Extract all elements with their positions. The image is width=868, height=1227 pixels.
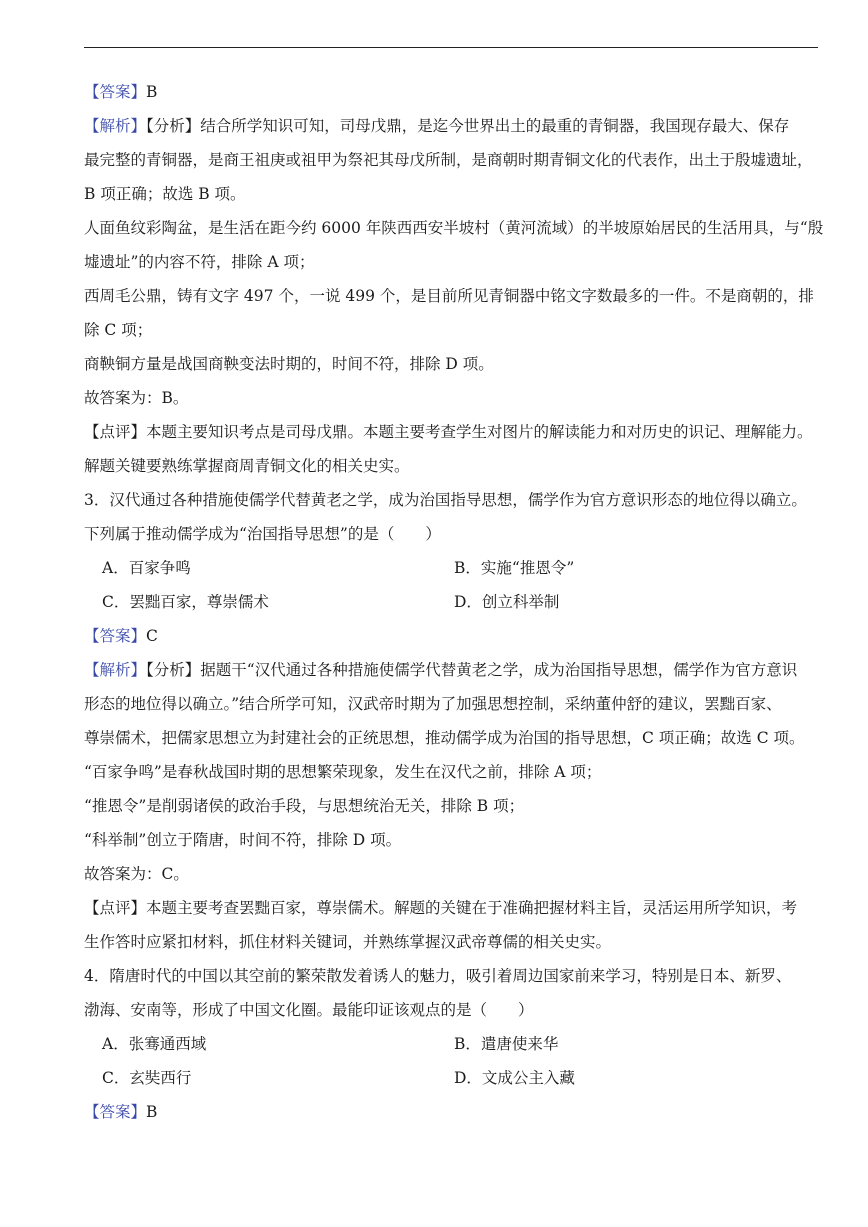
- answer-tag: 【答案】: [84, 83, 147, 101]
- analysis-tag: 【解析】: [84, 117, 147, 135]
- review-tag: 【点评】: [84, 423, 147, 441]
- q4-answer-value: B: [146, 1103, 158, 1121]
- q4-answer-line: [84, 1102, 818, 1122]
- q3-review-text: 本题主要考查罢黜百家，尊崇儒术。解题的关键在于准确把握材料主旨，灵活运用所学知识，考: [146, 899, 798, 917]
- analysis-tag: 【解析】: [84, 661, 147, 679]
- q3-answer-line: [84, 626, 818, 646]
- q3-analysis-line: 形态的地位得以确立。”结合所学可知，汉武帝时期为了加强思想控制，采纳董仲舒的建议，罢黜百家、: [84, 695, 782, 713]
- document-body: [84, 82, 824, 1122]
- q3-analysis-line: “推恩令”是削弱诸侯的政治手段，与思想统治无关，排除 B 项；: [84, 797, 525, 815]
- q3-analysis-line: “百家争鸣”是春秋战国时期的思想繁荣现象，发生在汉代之前，排除 A 项；: [84, 763, 602, 781]
- q2-analysis-line: B 项正确；故选 B 项。: [84, 185, 246, 203]
- fenxi-tag: 【分析】: [146, 117, 201, 135]
- q4-stem: 4．隋唐时代的中国以其空前的繁荣散发着诱人的魅力，吸引着周边国家前来学习，特别是日本、新罗、: [84, 967, 792, 985]
- review-tag: 【点评】: [84, 899, 147, 917]
- q2-analysis-line: 商鞅铜方量是战国商鞅变法时期的，时间不符，排除 D 项。: [84, 355, 494, 373]
- answer-tag: 【答案】: [84, 627, 147, 645]
- q2-conclusion: 故答案为：B。: [84, 389, 189, 407]
- q4-option-a: A．张骞通西域: [102, 1035, 207, 1053]
- q3-options-row: [84, 592, 818, 612]
- q2-analysis-line: 最完整的青铜器，是商王祖庚或祖甲为祭祀其母戊所制，是商朝时期青铜文化的代表作，出土于殷墟遗址，: [84, 151, 813, 169]
- q2-analysis-line: 除 C 项；: [84, 321, 153, 339]
- fenxi-tag: 【分析】: [146, 661, 201, 679]
- q2-analysis-text: 结合所学知识可知，司母戊鼎，是迄今世界出土的最重的青铜器，我国现存最大、保存: [200, 117, 790, 135]
- q3-analysis-line: “科举制”创立于隋唐，时间不符，排除 D 项。: [84, 831, 402, 849]
- q3-analysis-line: 尊崇儒术，把儒家思想立为封建社会的正统思想，推动儒学成为治国的指导思想，C 项正确；故选 C 项。: [84, 729, 805, 747]
- q4-options-row: [84, 1068, 818, 1088]
- q3-option-c: C．罢黜百家，尊崇儒术: [102, 593, 269, 611]
- q2-analysis-line: 西周毛公鼎，铸有文字 497 个，一说 499 个，是目前所见青铜器中铭文字数最多的一件。不是商朝的，排: [84, 287, 814, 305]
- q2-analysis-line: [84, 116, 818, 136]
- q3-review-line: 生作答时应紧扣材料，抓住材料关键词，并熟练掌握汉武帝尊儒的相关史实。: [84, 933, 612, 951]
- q3-analysis-line: [84, 660, 818, 680]
- q3-review-line: [84, 898, 818, 918]
- q3-stem: 3．汉代通过各种措施使儒学代替黄老之学，成为治国指导思想，儒学作为官方意识形态的地位得以确立。: [84, 491, 807, 509]
- q2-review-line: [84, 422, 818, 442]
- answer-tag: 【答案】: [84, 1103, 147, 1121]
- q2-review-text: 本题主要知识考点是司母戊鼎。本题主要考查学生对图片的解读能力和对历史的识记、理解能力。: [146, 423, 813, 441]
- q4-option-c: C．玄奘西行: [102, 1069, 192, 1087]
- q2-analysis-line: 人面鱼纹彩陶盆，是生活在距今约 6000 年陕西西安半坡村（黄河流域）的半坡原始居民的生活用具，与“殷: [84, 219, 824, 237]
- q4-options-row: [84, 1034, 818, 1054]
- q3-stem: 下列属于推动儒学成为“治国指导思想”的是（ ）: [84, 525, 441, 543]
- q3-option-a: A．百家争鸣: [102, 559, 191, 577]
- q4-stem: 渤海、安南等，形成了中国文化圈。最能印证该观点的是（ ）: [84, 1001, 534, 1019]
- q4-option-d: D．文成公主入藏: [454, 1069, 575, 1087]
- q3-options-row: [84, 558, 818, 578]
- q3-option-b: B．实施“推恩令”: [454, 559, 575, 577]
- q4-option-b: B．遣唐使来华: [454, 1035, 559, 1053]
- q2-answer-value: B: [146, 83, 158, 101]
- q3-conclusion: 故答案为：C。: [84, 865, 189, 883]
- header-rule: [84, 47, 818, 48]
- q3-option-d: D．创立科举制: [454, 593, 560, 611]
- q2-answer-line: [84, 82, 818, 102]
- q2-review-line: 解题关键要熟练掌握商周青铜文化的相关史实。: [84, 457, 410, 475]
- q2-analysis-line: 墟遗址”的内容不符，排除 A 项；: [84, 253, 315, 271]
- q3-analysis-text: 据题干“汉代通过各种措施使儒学代替黄老之学，成为治国指导思想，儒学作为官方意识: [200, 661, 798, 679]
- q3-answer-value: C: [146, 627, 158, 645]
